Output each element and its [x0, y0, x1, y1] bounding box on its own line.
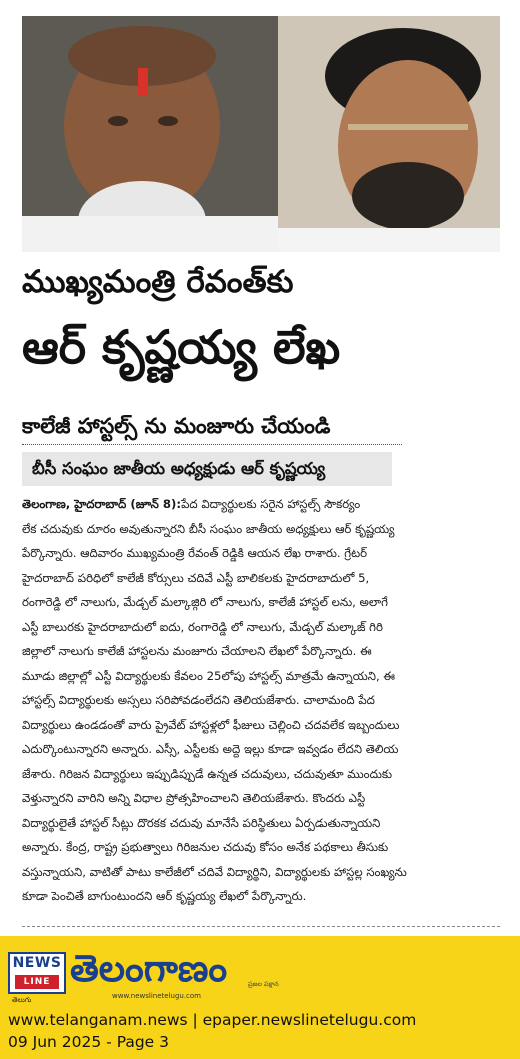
body-line: ఎదుర్కొంటున్నారని అన్నారు. ఎస్సీ, ఎస్టీలకు అద్దె ఇల్లు కూడా ఇవ్వడం లేదని తెలియ [22, 742, 399, 756]
subheadline: కాలేజీ హాస్టల్స్ ను మంజూరు చేయండి [22, 410, 402, 445]
article-photo [22, 16, 500, 252]
article-body [22, 492, 500, 909]
body-line: లేక చదువుకు దూరం అవుతున్నారని బీసీ సంఘం జాతీయ అధ్యక్షులు ఆర్ కృష్ణయ్య [22, 521, 395, 536]
body-line: విద్యార్థులైతే హాస్టల్ సీట్లు దొరకక చదువు మానేసే పరిస్థితులు ఏర్పడుతున్నాయని [22, 815, 381, 830]
newsline-logo[interactable] [8, 952, 66, 994]
body-line: హైదరాబాద్ పరిధిలో కాలేజీ కోర్సులు చదివే ఎస్టీ బాలికలకు హైదరాబాదులో 5, [22, 570, 370, 585]
body-line: హాస్టల్స్ విద్యార్థులకు అస్సలు సరిపోవడంలేదని తెలియజేశారు. చాలామంది పేద [22, 693, 375, 707]
body-line [22, 492, 500, 517]
body-line-text: పేద విద్యార్థులకు సరైన హాస్టల్స్ సౌకర్యం [181, 497, 361, 511]
body-line: అన్నారు. కేంద్ర, రాష్ట్ర ప్రభుత్వాలు గిరిజనుల చదువు కోసం అనేక పథకాలు తీసుకు [22, 840, 389, 854]
body-line: రంగారెడ్డి లో నాలుగు, మేడ్చల్ మల్కాజ్గిరి లో నాలుగు, కాలేజీ హాస్టల్ లను, అలాగే [22, 595, 388, 609]
body-line: జేశారు. గిరిజన విద్యార్థులు ఇప్పుడిప్పుడే ఉన్నత చదువులు, చదువుతూ ముందుకు [22, 766, 393, 781]
footer-date-page: 09 Jun 2025 - Page 3 [8, 1033, 170, 1051]
footer [0, 936, 520, 1059]
body-line: వస్తున్నాయని, వాటితో పాటు కాలేజీలో చదివే విద్యార్థిని, విద్యార్థులకు హాస్టల్ల సంఖ్యను [22, 864, 407, 879]
logo-line-text: LINE [15, 975, 59, 989]
body-line: కూడా పెంచితే బాగుంటుందని ఆర్ కృష్ణయ్య లేఖలో పేర్కొన్నారు. [22, 889, 307, 903]
body-line: జిల్లాలో నాలుగు కాలేజీ హాస్టలను మంజూరు చేయాలని లేఖలో పేర్కొన్నారు. ఈ [22, 644, 372, 658]
brand-name: తెలంగాణం [70, 947, 228, 990]
body-line: ఎస్టీ బాలురకు హైదరాబాదులో ఐదు, రంగారెడ్డి లో నాలుగు, మేడ్చల్ మల్కాజ్ గిరి [22, 619, 383, 634]
footer-links[interactable]: www.telanganam.news | epaper.newslinetelugu.com [8, 1011, 417, 1029]
photo-right-portrait [278, 16, 500, 252]
brand-url[interactable]: www.newslinetelugu.com [112, 992, 201, 1000]
dateline: తెలంగాణ, హైదరాబాద్ (జూన్ 8): [22, 497, 182, 511]
headline-line2: ఆర్ కృష్ణయ్య లేఖ [22, 320, 341, 374]
brand-tagline: ప్రజల పక్షాన [248, 980, 279, 988]
body-line: మూడు జిల్లాల్లో ఎస్టీ విద్యార్థులకు కేవలం 25లోపు హాస్టల్స్ మాత్రమే ఉన్నాయని, ఈ [22, 668, 395, 683]
photo-left-portrait [22, 16, 278, 252]
logo-news-text: NEWS [12, 955, 62, 971]
body-line: పేర్కొన్నారు. ఆదివారం ముఖ్యమంత్రి రేవంత్ రెడ్డికి ఆయన లేఖ రాశారు. గ్రేటర్ [22, 546, 368, 560]
logo-tagline: తెలుగు [12, 996, 32, 1004]
body-line: వెళ్తున్నారని వారిని అన్ని విధాల ప్రోత్సహించాలని తెలియజేశారు. కొందరు ఎస్టీ [22, 791, 366, 805]
byline: బీసీ సంఘం జాతీయ అధ్యక్షుడు ఆర్ కృష్ణయ్య [22, 452, 392, 486]
divider [22, 926, 500, 927]
headline-line1: ముఖ్యమంత్రి రేవంత్‌కు [22, 264, 294, 300]
body-line: విద్యార్థులు ఉండడంతో వారు ప్రైవేట్ హాస్టళ్లలో ఫీజులు చెల్లించి చదవలేక ఇబ్బందులు [22, 717, 400, 732]
